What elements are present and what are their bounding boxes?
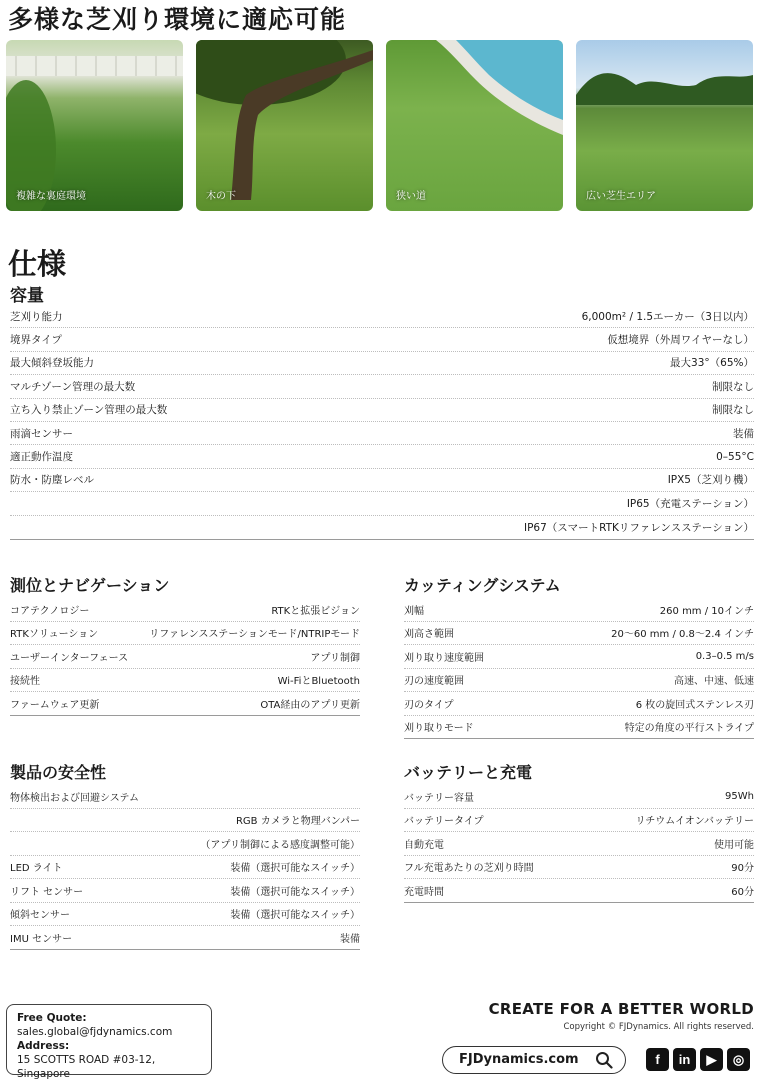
spec-row <box>404 879 754 903</box>
spec-key: 境界タイプ <box>10 334 62 347</box>
spec-row <box>404 785 754 809</box>
spec-value: RTKと拡張ビジョン <box>271 605 360 617</box>
spec-key: バッテリータイプ <box>404 816 484 828</box>
spec-key: 刈幅 <box>404 605 424 617</box>
photo-backyard <box>6 40 183 211</box>
photo-gallery <box>6 40 754 211</box>
cutting-section <box>404 574 754 739</box>
website-link[interactable] <box>442 1046 626 1074</box>
spec-row <box>404 645 754 669</box>
spec-row <box>10 469 754 492</box>
spec-row <box>10 903 360 927</box>
spec-key: バッテリー容量 <box>404 792 474 804</box>
spec-value: IPX5（芝刈り機） <box>667 474 754 487</box>
contact-address: 15 SCOTTS ROAD #03-12, Singapore <box>17 1054 156 1080</box>
spec-value: 260 mm / 10インチ <box>659 605 754 617</box>
spec-key: 接続性 <box>10 676 40 688</box>
spec-row <box>10 879 360 903</box>
spec-value: Wi-FiとBluetooth <box>277 676 360 688</box>
spec-value: 0–55°C <box>716 450 754 463</box>
positioning-section <box>10 574 360 716</box>
spec-value: 20〜60 mm / 0.8〜2.4 インチ <box>611 629 754 641</box>
spec-row <box>10 926 360 950</box>
spec-value: 装備（選択可能なスイッチ） <box>230 863 360 875</box>
spec-value: 使用可能 <box>714 839 754 851</box>
spec-value: 装備（選択可能なスイッチ） <box>230 910 360 922</box>
lawn-illustration <box>576 40 753 211</box>
spec-key: 最大傾斜登坂能力 <box>10 357 94 370</box>
spec-key: 立ち入り禁止ゾーン管理の最大数 <box>10 404 168 417</box>
photo-under-tree <box>196 40 373 211</box>
spec-value: アプリ制御 <box>310 652 360 664</box>
spec-row <box>404 832 754 856</box>
photo-caption: 広い芝生エリア <box>586 191 656 202</box>
linkedin-icon[interactable]: in <box>673 1048 696 1071</box>
spec-value: 特定の角度の平行ストライプ <box>624 723 754 735</box>
spec-value: 95Wh <box>725 790 754 802</box>
capacity-table <box>10 305 754 540</box>
spec-key: マルチゾーン管理の最大数 <box>10 380 136 393</box>
spec-row <box>404 622 754 646</box>
spec-key: ユーザーインターフェース <box>10 652 129 664</box>
spec-value: RGB カメラと物理バンパー <box>235 816 360 828</box>
spec-row <box>10 645 360 669</box>
spec-row <box>10 445 754 468</box>
spec-row <box>10 516 754 539</box>
spec-value: 装備 <box>340 933 360 945</box>
photo-caption: 複雑な裏庭環境 <box>16 191 86 202</box>
spec-value: 高速、中速、低速 <box>674 676 754 688</box>
spec-row <box>10 328 754 351</box>
photo-narrow-path <box>386 40 563 211</box>
facebook-icon[interactable]: f <box>646 1048 669 1071</box>
social-links <box>646 1048 750 1071</box>
spec-value: 90分 <box>731 863 754 875</box>
spec-key: 刃の速度範囲 <box>404 676 464 688</box>
spec-value: 仮想境界（外周ワイヤーなし） <box>607 334 754 347</box>
safety-section <box>10 761 360 950</box>
spec-key: 刈高さ範囲 <box>404 629 454 641</box>
spec-row <box>404 809 754 833</box>
search-icon <box>595 1051 613 1069</box>
spec-row <box>10 856 360 880</box>
spec-key: 傾斜センサー <box>10 910 70 922</box>
spec-value: 制限なし <box>712 380 754 393</box>
spec-row <box>404 716 754 740</box>
spec-row <box>10 399 754 422</box>
spec-key: 物体検出および回避システム <box>10 792 139 804</box>
spec-value: 装備 <box>733 427 754 440</box>
spec-key: IMU センサー <box>10 933 73 945</box>
quote-label: Free Quote: <box>17 1012 87 1024</box>
website-label: FJDynamics.com <box>459 1052 579 1067</box>
photo-caption: 木の下 <box>206 191 236 202</box>
spec-value: リファレンスステーションモード/NTRIPモード <box>149 629 360 641</box>
hero-title: 多様な芝刈り環境に適応可能 <box>8 5 347 34</box>
spec-value: OTA経由のアプリ更新 <box>260 699 360 711</box>
battery-section <box>404 761 754 903</box>
spec-key: 充電時間 <box>404 886 444 898</box>
backyard-illustration <box>6 40 183 211</box>
spec-key: LED ライト <box>10 863 63 875</box>
spec-row <box>10 809 360 833</box>
spec-row <box>10 785 360 809</box>
spec-row <box>404 598 754 622</box>
copyright: Copyright © FJDynamics. All rights reserved. <box>563 1022 754 1032</box>
spec-value: 6,000m² / 1.5エーカー（3日以内） <box>581 310 754 323</box>
contact-box <box>6 1004 212 1080</box>
cutting-heading: カッティングシステム <box>404 576 561 595</box>
spec-value: （アプリ制御による感度調整可能） <box>200 839 360 851</box>
youtube-icon[interactable]: ▶ <box>700 1048 723 1071</box>
spec-key: ファームウェア更新 <box>10 699 100 711</box>
spec-row <box>10 492 754 515</box>
tree-illustration <box>196 40 373 211</box>
instagram-icon[interactable]: ◎ <box>727 1048 750 1071</box>
spec-row <box>10 669 360 693</box>
spec-row <box>404 692 754 716</box>
positioning-heading: 測位とナビゲーション <box>10 576 170 595</box>
spec-value: IP67（スマートRTKリファレンスステーション） <box>524 521 754 534</box>
battery-heading: バッテリーと充電 <box>404 763 533 782</box>
spec-key: 適正動作温度 <box>10 451 73 464</box>
spec-key: RTKソリューション <box>10 629 99 641</box>
spec-row <box>404 669 754 693</box>
pool-illustration <box>386 40 563 211</box>
spec-row <box>10 598 360 622</box>
spec-row <box>404 856 754 880</box>
spec-key: 刃のタイプ <box>404 699 454 711</box>
spec-value: 制限なし <box>712 404 754 417</box>
spec-row <box>10 352 754 375</box>
spec-value: 最大33°（65%） <box>670 357 754 370</box>
address-label: Address: <box>17 1040 70 1052</box>
safety-heading: 製品の安全性 <box>10 763 107 782</box>
spec-row <box>10 422 754 445</box>
spec-key: フル充電あたりの芝刈り時間 <box>404 863 534 875</box>
spec-row <box>10 622 360 646</box>
spec-row <box>10 832 360 856</box>
spec-value: 60分 <box>731 886 754 898</box>
spec-value: 装備（選択可能なスイッチ） <box>230 886 360 898</box>
spec-key: リフト センサー <box>10 886 84 898</box>
spec-key: コアテクノロジー <box>10 605 90 617</box>
spec-key: 芝刈り能力 <box>10 310 63 323</box>
spec-value: IP65（充電ステーション） <box>626 497 754 510</box>
spec-key: 自動充電 <box>404 839 444 851</box>
spec-key: 雨滴センサー <box>10 427 73 440</box>
spec-key: 刈り取り速度範囲 <box>404 652 484 664</box>
spec-value: リチウムイオンバッテリー <box>635 816 754 828</box>
spec-value: 0.3–0.5 m/s <box>695 650 754 662</box>
spec-row <box>10 375 754 398</box>
photo-caption: 狭い道 <box>396 191 426 202</box>
contact-email[interactable]: sales.global@fjdynamics.com <box>17 1026 173 1038</box>
photo-wide-lawn <box>576 40 753 211</box>
spec-row <box>10 305 754 328</box>
spec-heading: 仕様 <box>8 247 67 281</box>
spec-row <box>10 692 360 716</box>
spec-key: 防水・防塵レベル <box>10 474 94 487</box>
slogan: CREATE FOR A BETTER WORLD <box>488 1000 754 1018</box>
spec-key: 刈り取りモード <box>404 723 474 735</box>
spec-value: 6 枚の旋回式ステンレス刃 <box>635 699 754 711</box>
capacity-heading: 容量 <box>10 286 44 306</box>
